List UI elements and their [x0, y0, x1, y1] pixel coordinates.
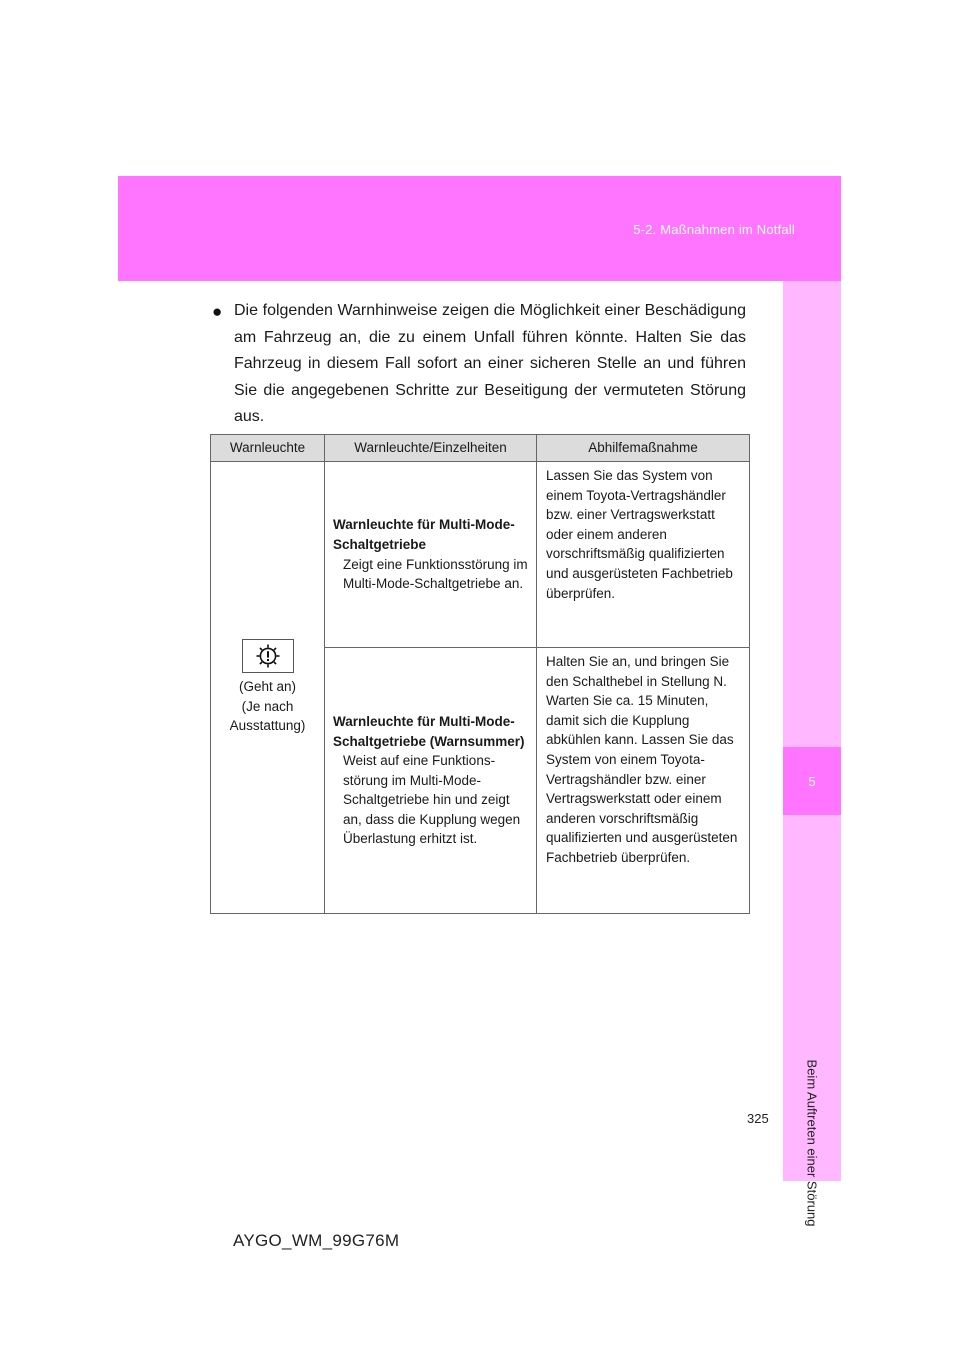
header-warning-lamp: Warnleuchte: [211, 435, 325, 462]
remedy-cell: [537, 648, 750, 914]
section-label: 5-2. Maßnahmen im Notfall: [633, 222, 795, 237]
bullet-icon: ●: [212, 302, 223, 321]
detail-title: Warnleuchte für Multi-Mode-Schaltgetriebe (Warnsummer): [333, 713, 525, 749]
remedy-text: Lassen Sie das System von einem Toyota-Vertragshändler bzw. einer Vertragswerkstatt oder einem anderen vorschriftsmäßig qualifizierten und ausgerüsteten Fachbetrieb überprüfen.: [546, 468, 733, 601]
intro-text: Die folgenden Warnhinweise zeigen die Möglichkeit einer Beschädigung am Fahrzeug an, die zu einem Unfall führen könnte. Halten Sie das Fahrzeug in diesem Fall sofort an einer sicheren Stelle an und führen Sie die angegebenen Schritte zur Beseitigung der vermuteten Störung aus.: [234, 302, 746, 425]
details-cell: [325, 462, 537, 648]
gear-warning-icon: [242, 639, 294, 673]
chapter-side-tab: [783, 281, 841, 1227]
remedy-text: Halten Sie an, und bringen Sie den Schalthebel in Stellung N. Warten Sie ca. 15 Minuten, damit sich die Kupplung abkühlen kann. Lassen Sie das System von einem Toyota-Vertragshändler bzw. einer Vertragswerkstatt oder einem anderen vorschriftsmäßig qualifizierten und ausgerüsteten Fachbetrieb überprüfen.: [546, 654, 738, 865]
table-header-row: [211, 435, 750, 462]
chapter-number: 5: [783, 747, 841, 815]
lamp-note-line-1: (Je nach: [241, 698, 294, 714]
lamp-status: (Geht an): [238, 679, 297, 695]
page-number: 325: [747, 1111, 769, 1126]
warning-lamp-cell: [211, 462, 325, 914]
intro-paragraph: [212, 298, 746, 431]
table-row: [211, 462, 750, 648]
details-cell: [325, 648, 537, 914]
header-details: Warnleuchte/Einzelheiten: [325, 435, 537, 462]
header-band: [118, 176, 841, 281]
warning-table: [210, 434, 750, 914]
detail-description: Zeigt eine Funktionsstörung im Multi-Mode-Schaltgetriebe an.: [343, 556, 528, 592]
document-code: AYGO_WM_99G76M: [233, 1231, 400, 1250]
header-remedy: Abhilfemaßnahme: [537, 435, 750, 462]
chapter-title: Beim Auftreten einer Störung: [804, 1059, 820, 1227]
detail-description: Weist auf eine Funktionsstörung im Multi-Mode-Schaltgetriebe hin und zeigt an, dass die Kupplung wegen Überlastung erhitzt ist.: [343, 753, 521, 847]
lamp-note-line-2: Ausstattung): [229, 718, 306, 734]
detail-title: Warnleuchte für Multi-Mode-Schaltgetriebe: [333, 517, 515, 552]
remedy-cell: [537, 462, 750, 648]
